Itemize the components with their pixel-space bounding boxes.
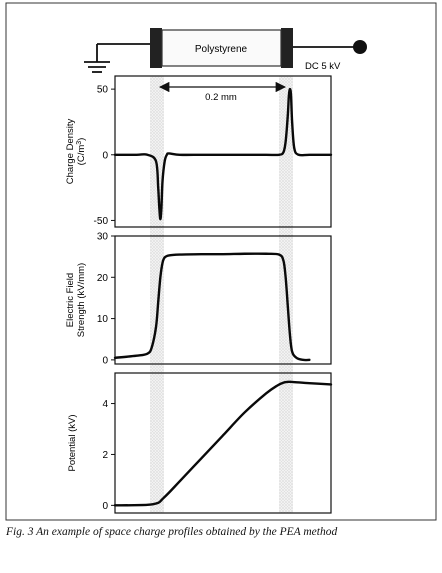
potential-ylabel: Potential (kV) (67, 414, 78, 472)
charge-density-ytick-label: 0 (102, 150, 108, 162)
supply-terminal-icon (353, 40, 367, 54)
supply-label: DC 5 kV (305, 61, 341, 72)
thickness-label: 0.2 mm (205, 92, 237, 103)
electric-field-ytick-label: 10 (96, 314, 108, 326)
figure-caption: Fig. 3 An example of space charge profiles obtained by the PEA method (6, 526, 338, 538)
potential-ytick-label: 0 (102, 500, 108, 512)
potential-plot-frame (115, 373, 331, 513)
left-electrode (150, 28, 162, 68)
left-interface-band (150, 76, 164, 513)
charge-density-ylabel: Charge $Density(C/m^3)$ (65, 118, 87, 185)
potential-series-line (115, 382, 331, 506)
electric-field-ylabel: Electric FieldStrength (kV/mm) (65, 262, 87, 338)
charge-density-ytick-label: -50 (93, 215, 108, 227)
sample-label: Polystyrene (194, 44, 248, 55)
charge-density-series-line (115, 89, 331, 219)
electric-field-ytick-label: 0 (102, 355, 108, 367)
electric-field-ytick-label: 30 (96, 231, 108, 243)
ground-icon (84, 44, 150, 72)
right-electrode (281, 28, 293, 68)
charge-density-ytick-label: 50 (96, 84, 108, 96)
potential-ytick-label: 2 (102, 449, 108, 461)
potential-ytick-label: 4 (102, 399, 108, 411)
electric-field-ytick-label: 20 (96, 272, 108, 284)
